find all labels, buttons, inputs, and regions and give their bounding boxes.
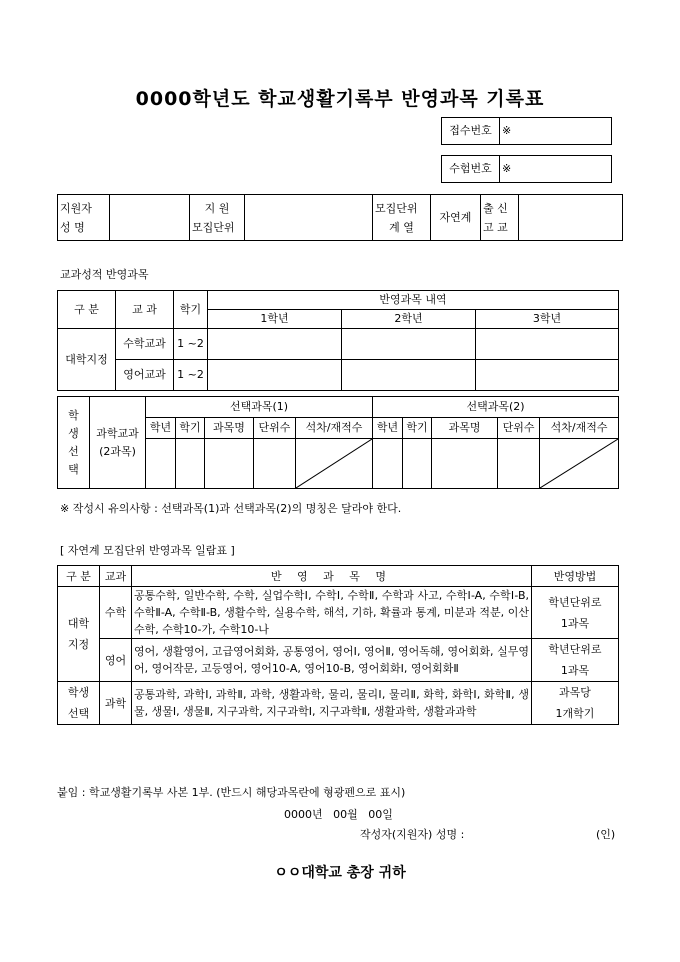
choice2-col-year: 학년: [373, 418, 403, 439]
choice2-semester-cell[interactable]: [403, 439, 432, 489]
section1-heading: 교과성적 반영과목: [60, 268, 149, 281]
choice1-year-cell[interactable]: [146, 439, 176, 489]
choice1-header: 선택과목(1): [146, 397, 373, 418]
list-col-courses: 반 영 과 목 명: [132, 566, 532, 587]
univ-designated-label: 대학지정: [58, 329, 116, 391]
student-choice-table: [57, 396, 619, 489]
receipt-number-field[interactable]: ※: [500, 118, 612, 145]
applicant-name-label: [58, 195, 110, 241]
name-label-line2: 성 명: [60, 220, 85, 234]
grades-year-2: 2학년: [342, 310, 476, 329]
addressee: ㅇㅇ대학교 총장 귀하: [274, 865, 406, 881]
grades-history-header: 반영과목 내역: [208, 291, 619, 310]
list-col-group: 구 분: [58, 566, 100, 587]
date-line: 0000년 00월 00일: [284, 808, 393, 821]
list-row-courses: 공통수학, 일반수학, 수학, 실업수학Ⅰ, 수학Ⅰ, 수학Ⅱ, 수학과 사고, 수학Ⅰ-A, 수학Ⅰ-B, 수학Ⅱ-A, 수학Ⅱ-B, 생활수학, 실용수학, 해석, 기하, 확률과 통계, 미분과 적분, 이산수학, 수학10-가, 수학10-나: [132, 587, 532, 639]
choice1-course-cell[interactable]: [205, 439, 254, 489]
exam-number-field[interactable]: ※: [500, 156, 612, 183]
english-year2-cell[interactable]: [342, 360, 476, 391]
univ-row-semester: 1 ~2: [174, 360, 208, 391]
choice2-units-cell[interactable]: [498, 439, 540, 489]
grades-year-3: 3학년: [476, 310, 619, 329]
science-label-line2: (2과목): [99, 444, 136, 458]
grades-year-1: 1학년: [208, 310, 342, 329]
science-label: [90, 397, 146, 489]
diagonal-line: [540, 439, 618, 488]
math-year3-cell[interactable]: [476, 329, 619, 360]
choice1-col-semester: 학기: [176, 418, 205, 439]
receipt-number-label: 접수번호: [442, 118, 500, 145]
unit-label-line2: 모집단위: [192, 220, 235, 234]
choice2-year-cell[interactable]: [373, 439, 403, 489]
diagonal-line: [296, 439, 372, 488]
choice2-col-rank: 석차/재적수: [540, 418, 619, 439]
choice1-rank-cell[interactable]: [296, 439, 373, 489]
choice2-course-cell[interactable]: [432, 439, 498, 489]
exam-number-box: [441, 155, 612, 183]
choice2-rank-cell[interactable]: [540, 439, 619, 489]
list-row-method: 학년단위로 1과목: [532, 587, 619, 639]
list-row-method: 과목당 1개학기: [532, 682, 619, 725]
choice2-col-units: 단위수: [498, 418, 540, 439]
seal-mark: (인): [596, 828, 616, 841]
list-univ-label: 대학 지정: [58, 587, 100, 682]
choice1-units-cell[interactable]: [254, 439, 296, 489]
writer-label: 작성자(지원자) 성명 :: [360, 828, 465, 841]
section2-heading: [ 자연계 모집단위 반영과목 일람표 ]: [60, 544, 235, 557]
course-list-table: [57, 565, 619, 725]
choice2-col-semester: 학기: [403, 418, 432, 439]
applicant-school-label: [481, 195, 519, 241]
school-label-line1: 출 신: [483, 201, 508, 215]
grades-col-group: 구 분: [58, 291, 116, 329]
applicant-track-label: [373, 195, 431, 241]
list-row-courses: 공통과학, 과학Ⅰ, 과학Ⅱ, 과학, 생활과학, 물리, 물리Ⅰ, 물리Ⅱ, 화학, 화학Ⅰ, 화학Ⅱ, 생물, 생물Ⅰ, 생물Ⅱ, 지구과학, 지구과학Ⅰ, 지구과학Ⅱ, 생활과학, 생활과과학: [132, 682, 532, 725]
student-label-char: 학: [68, 408, 79, 422]
note-text: ※ 작성시 유의사항 : 선택과목(1)과 선택과목(2)의 명칭은 달라야 한다.: [60, 502, 402, 515]
student-label-char: 선: [68, 444, 79, 458]
univ-row-subject: 수학교과: [116, 329, 174, 360]
exam-number-label: 수험번호: [442, 156, 500, 183]
list-col-method: 반영방법: [532, 566, 619, 587]
list-row-subject: 영어: [100, 639, 132, 682]
univ-row-semester: 1 ~2: [174, 329, 208, 360]
math-year1-cell[interactable]: [208, 329, 342, 360]
list-row-courses: 영어, 생활영어, 고급영어회화, 공통영어, 영어Ⅰ, 영어Ⅱ, 영어독해, 영어회화, 실무영어, 영어작문, 고등영어, 영어10-A, 영어10-B, 영어회화Ⅰ, 영어회화Ⅱ: [132, 639, 532, 682]
track-label-line1: 모집단위: [375, 201, 418, 215]
choice2-header: 선택과목(2): [373, 397, 619, 418]
applicant-info-table: [57, 194, 623, 241]
applicant-track-value: 자연계: [431, 195, 481, 241]
student-label-char: 택: [68, 462, 79, 476]
grades-col-semester: 학기: [174, 291, 208, 329]
track-label-line2: 계 열: [389, 220, 414, 234]
unit-label-line1: 지 원: [204, 201, 230, 215]
student-label-char: 생: [68, 426, 79, 440]
choice1-semester-cell[interactable]: [176, 439, 205, 489]
choice1-col-rank: 석차/재적수: [296, 418, 373, 439]
math-year2-cell[interactable]: [342, 329, 476, 360]
choice2-col-course: 과목명: [432, 418, 498, 439]
applicant-unit-field[interactable]: [245, 195, 373, 241]
name-label-line1: 지원자: [60, 201, 92, 215]
attachment-note: 붙임 : 학교생활기록부 사본 1부. (반드시 해당과목란에 형광펜으로 표시): [57, 786, 406, 799]
choice1-col-units: 단위수: [254, 418, 296, 439]
list-student-label: 학생 선택: [58, 682, 100, 725]
document-title: 0000학년도 학교생활기록부 반영과목 기록표: [135, 88, 545, 110]
list-col-subject: 교과: [100, 566, 132, 587]
school-label-line2: 고 교: [483, 220, 508, 234]
choice1-col-course: 과목명: [205, 418, 254, 439]
list-row-subject: 과학: [100, 682, 132, 725]
applicant-unit-label: [190, 195, 245, 241]
science-label-line1: 과학교과: [96, 426, 139, 440]
choice1-col-year: 학년: [146, 418, 176, 439]
list-row-subject: 수학: [100, 587, 132, 639]
grades-table: [57, 290, 619, 391]
applicant-school-field[interactable]: [519, 195, 623, 241]
list-row-method: 학년단위로 1과목: [532, 639, 619, 682]
applicant-name-field[interactable]: [110, 195, 190, 241]
univ-row-subject: 영어교과: [116, 360, 174, 391]
english-year1-cell[interactable]: [208, 360, 342, 391]
student-selection-label: [58, 397, 90, 489]
receipt-number-box: [441, 117, 612, 145]
english-year3-cell[interactable]: [476, 360, 619, 391]
grades-col-subject: 교 과: [116, 291, 174, 329]
